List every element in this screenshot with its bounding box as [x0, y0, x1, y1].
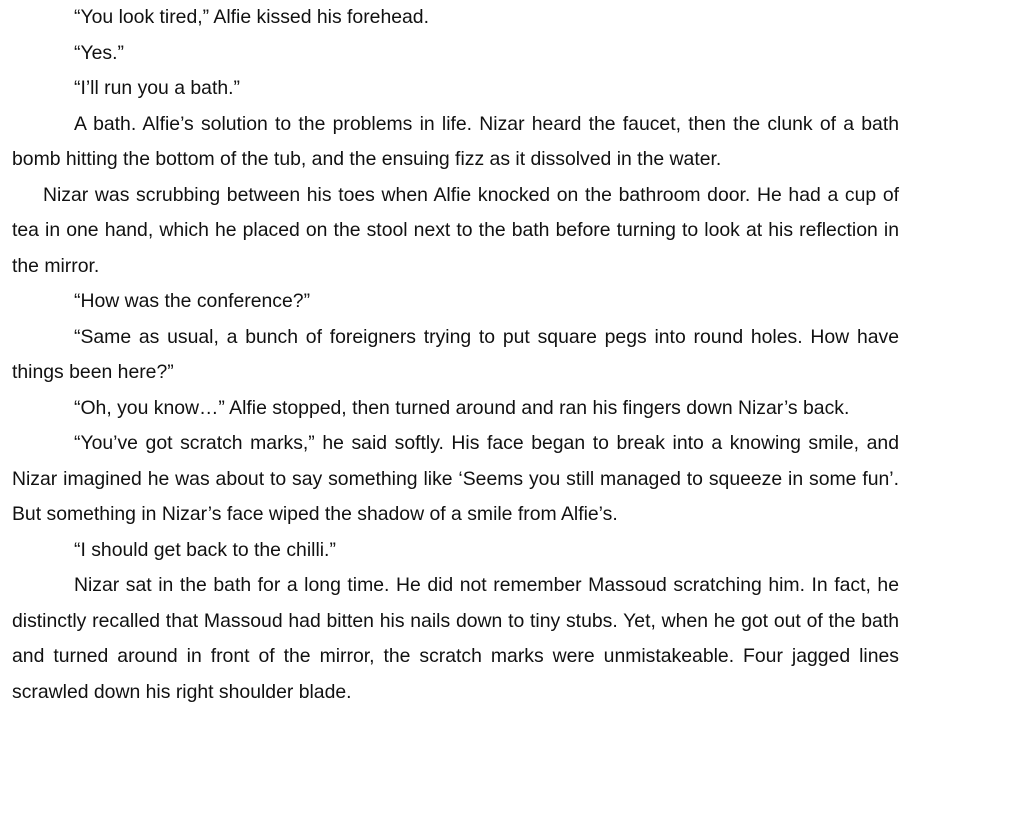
paragraph-scratch-marks: “You’ve got scratch marks,” he said softly. His face began to break into a knowing smile, and Nizar imagined he was about to say something like ‘Seems you still managed to squeeze in some fun’. But something in Nizar’s face wiped the shadow of a smile from Alfie’s.	[12, 432, 899, 525]
paragraph-chilli: “I should get back to the chilli.”	[74, 538, 336, 561]
paragraph-same-as-usual: “Same as usual, a bunch of foreigners trying to put square pegs into round holes. How have things been here?”	[12, 325, 899, 383]
paragraph-oh-you-know: “Oh, you know…” Alfie stopped, then turned around and ran his fingers down Nizar’s back.	[74, 396, 850, 419]
paragraph-sat-in-bath: Nizar sat in the bath for a long time. He did not remember Massoud scratching him. In fact, he distinctly recalled that Massoud had bitten his nails down to tiny stubs. Yet, when he got out of the bath and turned around in front of the mirror, the scratch marks were unmistakeable. Four jagged lines scrawled down his right shoulder blade.	[12, 574, 899, 703]
document-page	[12, 0, 899, 710]
paragraph-scrubbing-toes: Nizar was scrubbing between his toes when Alfie knocked on the bathroom door. He had a cup of tea in one hand, which he placed on the stool next to the bath before turning to look at his reflection in the mirror.	[12, 183, 899, 277]
paragraph-bath-solution: A bath. Alfie’s solution to the problems in life. Nizar heard the faucet, then the clunk of a bath bomb hitting the bottom of the tub, and the ensuing fizz as it dissolved in the water.	[12, 112, 899, 170]
paragraph-you-look-tired: “You look tired,” Alfie kissed his forehead.	[74, 6, 429, 28]
paragraph-conference-question: “How was the conference?”	[74, 290, 311, 312]
paragraph-run-bath: “I’ll run you a bath.”	[74, 77, 240, 99]
paragraph-yes: “Yes.”	[74, 41, 124, 64]
